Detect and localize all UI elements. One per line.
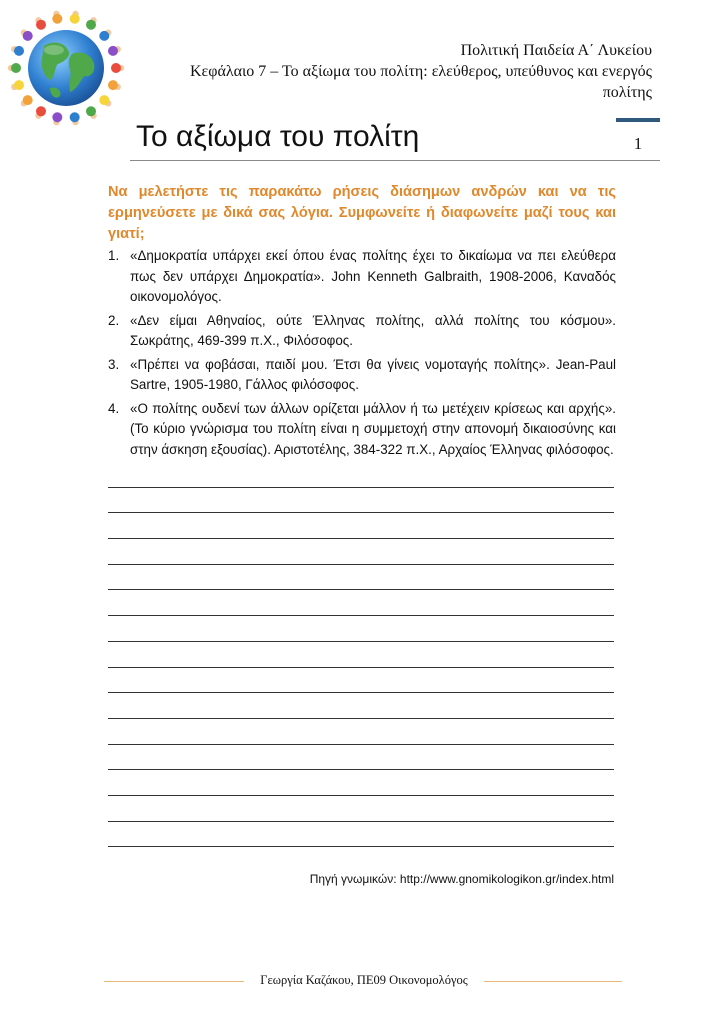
- quote-text: «Πρέπει να φοβάσαι, παιδί μου. Έτσι θα γίνεις νομοταγής πολίτης». Jean-Paul Sartre, 1905-1980, Γάλλος φιλόσοφος.: [130, 356, 616, 392]
- quote-text: «Δεν είμαι Αθηναίος, ούτε Έλληνας πολίτης, αλλά πολίτης του κόσμου». Σωκράτης, 469-399 π.Χ., Φιλόσοφος.: [130, 312, 616, 348]
- answer-line[interactable]: [108, 719, 614, 745]
- list-number: 2.: [108, 312, 120, 328]
- chapter-title-continued: πολίτης: [602, 84, 652, 101]
- answer-line[interactable]: [108, 822, 614, 848]
- page-title: Το αξίωμα του πολίτη: [136, 120, 420, 153]
- child-figure-body: [36, 20, 46, 30]
- child-figure-body: [14, 80, 24, 90]
- child-figure-body: [23, 95, 33, 105]
- document-header: [92, 40, 652, 103]
- child-figure-body: [36, 106, 46, 116]
- answer-line[interactable]: [108, 642, 614, 668]
- quote-text: «Δημοκρατία υπάρχει εκεί όπου ένας πολίτης έχει το δικαίωμα να πει ελεύθερα πως δεν υπάρχει Δημοκρατία». John Kenneth Galbraith, 1908-2006, Καναδός οικονομολόγος.: [130, 248, 616, 304]
- footer-rule-right: [484, 981, 622, 982]
- instruction-text: Να μελετήστε τις παρακάτω ρήσεις διάσημων ανδρών και να τις ερμηνεύσετε με δικά σας λόγια. Συμφωνείτε ή διαφωνείτε μαζί τους και γιατί;: [108, 184, 616, 242]
- list-item: [108, 246, 616, 308]
- answer-line[interactable]: [108, 745, 614, 771]
- list-number: 1.: [108, 248, 120, 263]
- quote-text: «Ο πολίτης ουδενί των άλλων ορίζεται μάλλον ή τω μετέχειν κρίσεως και αρχής». (Το κύριο γνώρισμα του πολίτη είναι η συμμετοχή στην απονομή δικαιοσύνης και στην άσκηση εξουσίας). Αριστοτέλης, 384-322 π.Χ., Αρχαίος Έλληνας φιλόσοφος.: [130, 400, 616, 457]
- source-citation: Πηγή γνωμικών: http://www.gnomikologikon.gr/index.html: [309, 872, 614, 886]
- list-item: [108, 399, 616, 461]
- child-figure-body: [86, 20, 96, 30]
- course-name: Πολιτική Παιδεία Α΄ Λυκείου: [460, 42, 652, 59]
- page-number-rule: [616, 160, 660, 161]
- list-item: [108, 311, 616, 352]
- page-number: 1: [633, 134, 643, 153]
- page-number-accent-bar: [616, 118, 660, 122]
- answer-line[interactable]: [108, 693, 614, 719]
- child-figure-body: [11, 63, 21, 73]
- answer-line[interactable]: [108, 565, 614, 591]
- list-item: [108, 355, 616, 396]
- answer-line[interactable]: [108, 770, 614, 796]
- title-row: [130, 118, 660, 162]
- answer-lines: [108, 462, 614, 847]
- list-number: 4.: [108, 400, 120, 416]
- answer-line[interactable]: [108, 539, 614, 565]
- quotes-list: [108, 246, 616, 463]
- answer-line[interactable]: [108, 488, 614, 514]
- answer-line[interactable]: [108, 796, 614, 822]
- answer-line[interactable]: [108, 513, 614, 539]
- title-rule: [130, 160, 616, 161]
- child-figure-body: [86, 106, 96, 116]
- chapter-title: Κεφάλαιο 7 – Το αξίωμα του πολίτη: ελεύθερος, υπεύθυνος και ενεργός: [189, 63, 652, 80]
- answer-line[interactable]: [108, 668, 614, 694]
- footer-rule-left: [104, 981, 244, 982]
- child-figure-body: [52, 14, 62, 24]
- list-number: 3.: [108, 356, 120, 372]
- child-figure-body: [70, 14, 80, 24]
- child-figure-body: [14, 46, 24, 56]
- answer-line[interactable]: [108, 590, 614, 616]
- answer-line[interactable]: [108, 462, 614, 488]
- child-figure-body: [70, 112, 80, 122]
- answer-line[interactable]: [108, 616, 614, 642]
- child-figure-body: [52, 112, 62, 122]
- child-figure-body: [23, 31, 33, 41]
- footer-author: Γεωργία Καζάκου, ΠΕ09 Οικονομολόγος: [260, 973, 468, 987]
